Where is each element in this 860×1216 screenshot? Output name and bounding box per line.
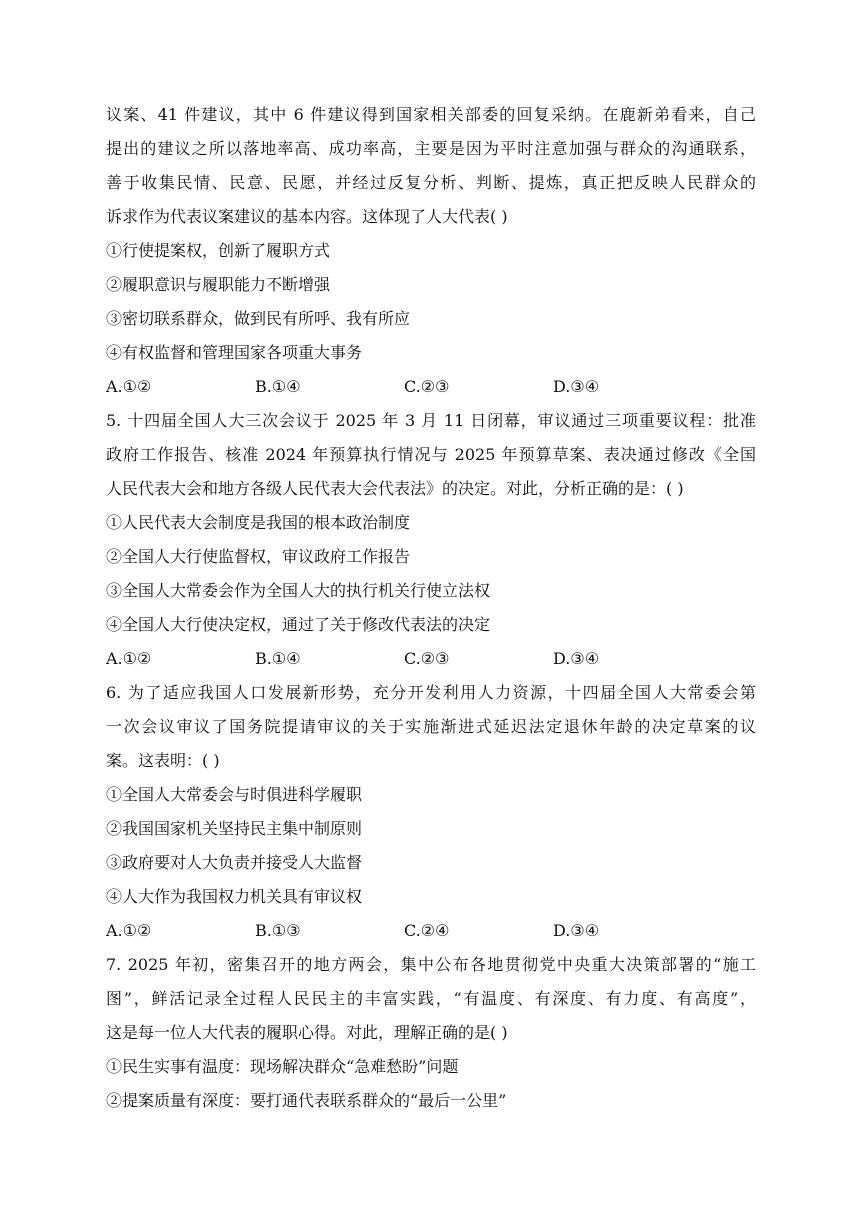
option-d: D.③④: [553, 649, 600, 668]
option-b: B.①④: [255, 377, 301, 396]
question-4-item-4: ④有权监督和管理国家各项重大事务: [106, 343, 363, 362]
question-7-line-2: 图”，鲜活记录全过程人民民主的丰富实践，“有温度、有深度、有力度、有高度”，: [106, 989, 756, 1008]
question-4-item-2: ②履职意识与履职能力不断增强: [106, 275, 331, 294]
option-a: A.①②: [106, 921, 152, 940]
question-4-item-1: ①行使提案权，创新了履职方式: [106, 241, 331, 260]
question-6-item-1: ①全国人大常委会与时俱进科学履职: [106, 785, 363, 804]
question-5-item-2: ②全国人大行使监督权，审议政府工作报告: [106, 547, 411, 566]
question-4-line-3: 善于收集民情、民意、民愿，并经过反复分析、判断、提炼，真正把反映人民群众的: [106, 173, 756, 192]
question-4-item-3: ③密切联系群众，做到民有所呼、我有所应: [106, 309, 411, 328]
question-7-line-3: 这是每一位人大代表的履职心得。对此，理解正确的是( ): [106, 1023, 508, 1042]
question-5-item-3: ③全国人大常委会作为全国人大的执行机关行使立法权: [106, 581, 491, 600]
question-6-line-2: 一次会议审议了国务院提请审议的关于实施渐进式延迟法定退休年龄的决定草案的议: [106, 717, 756, 736]
question-7-item-2: ②提案质量有深度：要打通代表联系群众的“最后一公里”: [106, 1091, 507, 1110]
question-7-line-1: 7. 2025 年初，密集召开的地方两会，集中公布各地贯彻党中央重大决策部署的“施工: [106, 955, 756, 974]
question-5-line-1: 5. 十四届全国人大三次会议于 2025 年 3 月 11 日闭幕，审议通过三项重要议程：批准: [106, 411, 756, 430]
question-4-line-4: 诉求作为代表议案建议的基本内容。这体现了人大代表( ): [106, 207, 508, 226]
question-5-item-4: ④全国人大行使决定权，通过了关于修改代表法的决定: [106, 615, 491, 634]
option-b: B.①③: [255, 921, 301, 940]
question-list: [106, 98, 756, 1118]
option-d: D.③④: [553, 921, 600, 940]
option-d: D.③④: [553, 377, 600, 396]
option-c: C.②④: [404, 921, 450, 940]
question-6-options: [106, 914, 756, 948]
option-c: C.②③: [404, 377, 450, 396]
question-4-options: [106, 370, 756, 404]
question-7-item-1: ①民生实事有温度：现场解决群众“急难愁盼”问题: [106, 1057, 459, 1076]
question-5-line-3: 人民代表大会和地方各级人民代表大会代表法》的决定。对此，分析正确的是：( ): [106, 479, 684, 498]
question-5-item-1: ①人民代表大会制度是我国的根本政治制度: [106, 513, 411, 532]
option-a: A.①②: [106, 649, 152, 668]
option-b: B.①④: [255, 649, 301, 668]
question-4-line-1: 议案、41 件建议，其中 6 件建议得到国家相关部委的回复采纳。在鹿新弟看来，自己: [106, 105, 756, 124]
question-6-item-4: ④人大作为我国权力机关具有审议权: [106, 887, 363, 906]
question-5-options: [106, 642, 756, 676]
question-6-line-1: 6. 为了适应我国人口发展新形势，充分开发利用人力资源，十四届全国人大常委会第: [106, 683, 756, 702]
question-4-line-2: 提出的建议之所以落地率高、成功率高，主要是因为平时注意加强与群众的沟通联系，: [106, 139, 756, 158]
question-6-line-3: 案。这表明：( ): [106, 751, 220, 770]
option-a: A.①②: [106, 377, 152, 396]
option-c: C.②③: [404, 649, 450, 668]
question-6-item-3: ③政府要对人大负责并接受人大监督: [106, 853, 363, 872]
question-6-item-2: ②我国国家机关坚持民主集中制原则: [106, 819, 363, 838]
question-5-line-2: 政府工作报告、核准 2024 年预算执行情况与 2025 年预算草案、表决通过修改《全国: [106, 445, 756, 464]
